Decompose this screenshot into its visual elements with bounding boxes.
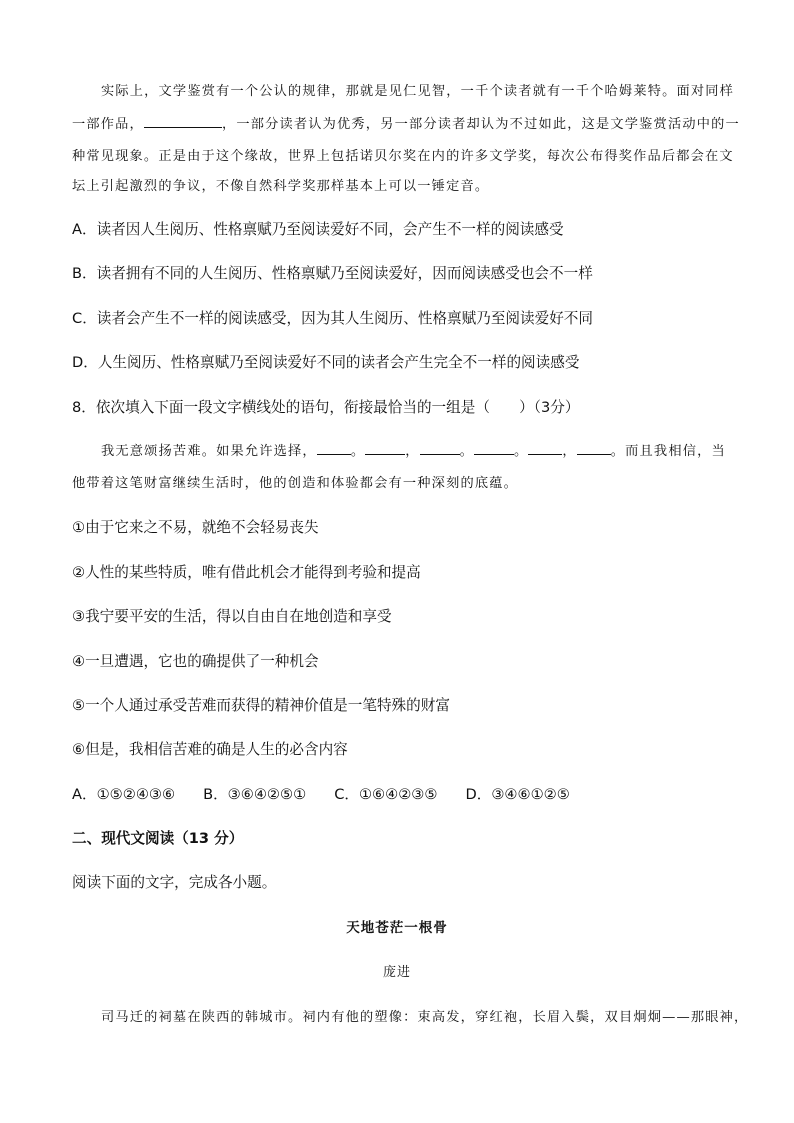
q8-passage-line-1 <box>101 440 726 459</box>
q8-item-6: ⑥但是，我相信苦难的确是人生的必含内容 <box>72 741 348 758</box>
q8-choice-b: B．③⑥④②⑤① <box>203 786 307 803</box>
answer-blank <box>144 115 222 128</box>
q7-passage-line-2-start: 一部作品， <box>72 117 144 132</box>
punctuation: 。 <box>350 444 366 459</box>
q7-option-b: B．读者拥有不同的人生阅历、性格禀赋乃至阅读爱好，因而阅读感受也会不一样 <box>72 265 593 282</box>
q7-passage-line-1: 实际上，文学鉴赏有一个公认的规律，那就是见仁见智，一千个读者就有一千个哈姆莱特。面对同样 <box>101 84 735 99</box>
article-first-line: 司马迁的祠墓在陕西的韩城市。祠内有他的塑像：束高发，穿红袍，长眉入鬓，双目炯炯——那眼神， <box>101 1010 749 1025</box>
punctuation: 。 <box>513 444 529 459</box>
q8-item-2: ②人性的某些特质，唯有借此机会才能得到考验和提高 <box>72 564 421 581</box>
q8-choices <box>72 783 598 804</box>
punctuation: 。 <box>459 444 474 459</box>
q7-option-d: D．人生阅历、性格禀赋乃至阅读爱好不同的读者会产生完全不一样的阅读感受 <box>72 354 580 371</box>
q8-item-3: ③我宁要平安的生活，得以自由自在地创造和享受 <box>72 608 392 625</box>
q7-passage-line-3: 种常见现象。正是由于这个缘故，世界上包括诺贝尔奖在内的许多文学奖，每次公布得奖作品后都会在文 <box>72 149 734 164</box>
section-heading: 二、现代文阅读（13 分） <box>72 830 244 847</box>
punctuation: ， <box>405 444 420 459</box>
q8-passage-intro: 我无意颂扬苦难。如果允许选择， <box>101 444 317 459</box>
answer-blank <box>577 442 611 455</box>
answer-blank <box>365 442 405 455</box>
article-author: 庞进 <box>382 965 411 980</box>
q7-option-c: C．读者会产生不一样的阅读感受，因为其人生阅历、性格禀赋乃至阅读爱好不同 <box>72 310 593 327</box>
answer-blank <box>528 442 562 455</box>
answer-blank <box>474 442 514 455</box>
q8-choice-a: A．①⑤②④③⑥ <box>72 786 176 803</box>
q7-option-a: A．读者因人生阅历、性格禀赋乃至阅读爱好不同，会产生不一样的阅读感受 <box>72 221 564 238</box>
section-instruction: 阅读下面的文字，完成各小题。 <box>72 874 277 891</box>
q8-item-1: ①由于它来之不易，就绝不会轻易丧失 <box>72 519 319 536</box>
q8-choice-d: D．③④⑥①②⑤ <box>465 786 570 803</box>
q8-passage-line-2: 他带着这笔财富继续生活时，他的创造和体验都会有一种深刻的底蕴。 <box>72 476 519 491</box>
punctuation: ， <box>562 444 577 459</box>
q7-passage-line-2-end: ，一部分读者认为优秀，另一部分读者却认为不过如此，这是文学鉴赏活动中的一 <box>221 117 740 132</box>
q8-choice-c: C．①⑥④②③⑤ <box>334 786 438 803</box>
answer-blank <box>420 442 460 455</box>
q8-stem: 8．依次填入下面一段文字横线处的语句，衔接最恰当的一组是（ ）（3分） <box>72 399 580 416</box>
q8-item-4: ④一旦遭遇，它也的确提供了一种机会 <box>72 653 319 670</box>
q7-passage-line-2 <box>72 113 740 132</box>
q8-item-5: ⑤一个人通过承受苦难而获得的精神价值是一笔特殊的财富 <box>72 697 450 714</box>
answer-blank <box>317 442 351 455</box>
article-title: 天地苍茫一根骨 <box>346 920 448 936</box>
q7-passage-line-4: 坛上引起激烈的争议，不像自然科学奖那样基本上可以一锤定音。 <box>72 179 490 194</box>
q8-passage-tail: 。而且我相信，当 <box>610 444 726 459</box>
